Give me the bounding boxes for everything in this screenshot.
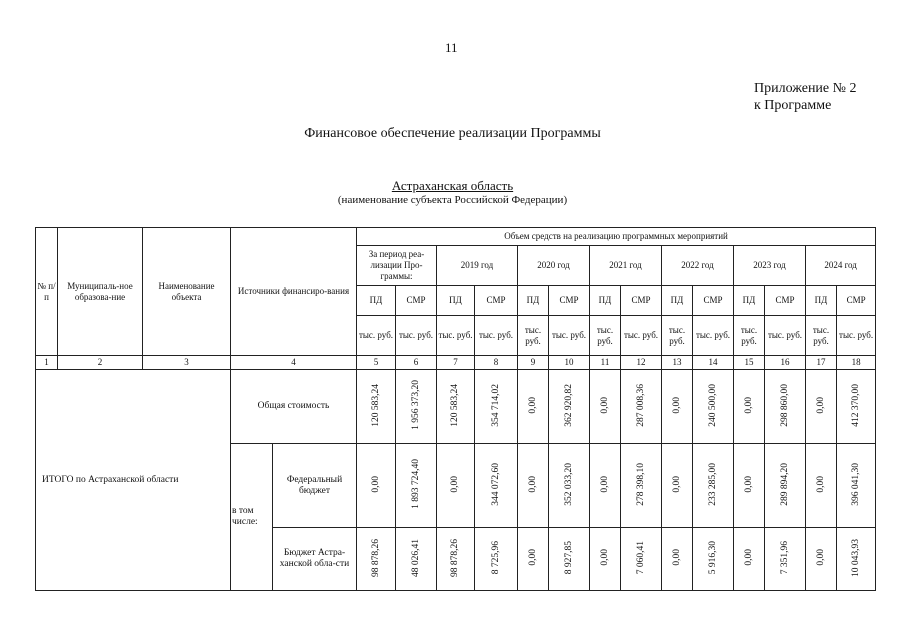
value-cell: 0,00 bbox=[590, 370, 621, 444]
column-number: 4 bbox=[231, 356, 357, 370]
region-caption: (наименование субъекта Российской Федерации) bbox=[337, 194, 568, 206]
header-year-2020: 2020 год bbox=[518, 246, 590, 286]
header-year-2021: 2021 год bbox=[590, 246, 662, 286]
column-number: 17 bbox=[806, 356, 837, 370]
value-cell: 0,00 bbox=[734, 528, 765, 591]
header-unit: тыс. руб. bbox=[549, 316, 590, 356]
document-title: Финансовое обеспечение реализации Программы bbox=[304, 126, 601, 141]
header-kind: ПД bbox=[357, 286, 396, 316]
financing-table bbox=[35, 227, 876, 591]
value-cell: 289 894,20 bbox=[765, 444, 806, 528]
value-cell: 0,00 bbox=[734, 370, 765, 444]
header-volume: Объем средств на реализацию программных мероприятий bbox=[357, 228, 876, 246]
including-label: в том числе: bbox=[231, 444, 273, 591]
column-number: 2 bbox=[58, 356, 143, 370]
column-number: 9 bbox=[518, 356, 549, 370]
source-label: Общая стоимость bbox=[231, 370, 357, 444]
header-year-2024: 2024 год bbox=[806, 246, 876, 286]
region-name: Астраханская область bbox=[391, 178, 514, 193]
header-kind: СМР bbox=[475, 286, 518, 316]
header-unit: тыс. руб. bbox=[806, 316, 837, 356]
header-kind: СМР bbox=[693, 286, 734, 316]
value-cell: 0,00 bbox=[806, 370, 837, 444]
appendix-note bbox=[754, 80, 857, 114]
value-cell: 298 860,00 bbox=[765, 370, 806, 444]
value-cell: 0,00 bbox=[662, 370, 693, 444]
header-unit: тыс. руб. bbox=[837, 316, 876, 356]
header-unit: тыс. руб. bbox=[621, 316, 662, 356]
column-number: 15 bbox=[734, 356, 765, 370]
column-number: 18 bbox=[837, 356, 876, 370]
value-cell: 0,00 bbox=[590, 444, 621, 528]
value-cell: 120 583,24 bbox=[357, 370, 396, 444]
header-kind: ПД bbox=[437, 286, 475, 316]
header-municipality: Муниципаль-ное образова-ние bbox=[58, 228, 143, 356]
column-number: 16 bbox=[765, 356, 806, 370]
header-period-total: За период реа-лизации Про-граммы: bbox=[357, 246, 437, 286]
value-cell: 7 351,96 bbox=[765, 528, 806, 591]
value-cell: 352 033,20 bbox=[549, 444, 590, 528]
header-unit: тыс. руб. bbox=[475, 316, 518, 356]
value-cell: 1 893 724,40 bbox=[396, 444, 437, 528]
value-cell: 240 500,00 bbox=[693, 370, 734, 444]
value-cell: 0,00 bbox=[437, 444, 475, 528]
column-number: 6 bbox=[396, 356, 437, 370]
column-number: 7 bbox=[437, 356, 475, 370]
value-cell: 10 043,93 bbox=[837, 528, 876, 591]
header-unit: тыс. руб. bbox=[662, 316, 693, 356]
header-kind: ПД bbox=[590, 286, 621, 316]
header-unit: тыс. руб. bbox=[357, 316, 396, 356]
column-number: 3 bbox=[143, 356, 231, 370]
value-cell: 98 878,26 bbox=[357, 528, 396, 591]
value-cell: 8 927,85 bbox=[549, 528, 590, 591]
column-number: 5 bbox=[357, 356, 396, 370]
header-unit: тыс. руб. bbox=[734, 316, 765, 356]
value-cell: 48 026,41 bbox=[396, 528, 437, 591]
column-number: 1 bbox=[36, 356, 58, 370]
header-num: № п/п bbox=[36, 228, 58, 356]
header-kind: СМР bbox=[549, 286, 590, 316]
value-cell: 98 878,26 bbox=[437, 528, 475, 591]
value-cell: 0,00 bbox=[806, 528, 837, 591]
header-kind: ПД bbox=[518, 286, 549, 316]
column-number: 12 bbox=[621, 356, 662, 370]
header-kind: СМР bbox=[396, 286, 437, 316]
header-kind: СМР bbox=[621, 286, 662, 316]
value-cell: 354 714,02 bbox=[475, 370, 518, 444]
value-cell: 7 060,41 bbox=[621, 528, 662, 591]
value-cell: 344 072,60 bbox=[475, 444, 518, 528]
value-cell: 0,00 bbox=[518, 528, 549, 591]
header-object: Наименование объекта bbox=[143, 228, 231, 356]
source-label: Бюджет Астра-ханской обла-сти bbox=[273, 528, 357, 591]
value-cell: 396 041,30 bbox=[837, 444, 876, 528]
value-cell: 233 285,00 bbox=[693, 444, 734, 528]
value-cell: 0,00 bbox=[662, 444, 693, 528]
header-kind: СМР bbox=[837, 286, 876, 316]
value-cell: 120 583,24 bbox=[437, 370, 475, 444]
value-cell: 0,00 bbox=[357, 444, 396, 528]
value-cell: 1 956 373,20 bbox=[396, 370, 437, 444]
value-cell: 0,00 bbox=[518, 370, 549, 444]
column-number: 13 bbox=[662, 356, 693, 370]
header-unit: тыс. руб. bbox=[518, 316, 549, 356]
header-year-2022: 2022 год bbox=[662, 246, 734, 286]
header-sources: Источники финансиро-вания bbox=[231, 228, 357, 356]
column-number: 11 bbox=[590, 356, 621, 370]
value-cell: 0,00 bbox=[590, 528, 621, 591]
value-cell: 412 370,00 bbox=[837, 370, 876, 444]
value-cell: 0,00 bbox=[806, 444, 837, 528]
header-year-2023: 2023 год bbox=[734, 246, 806, 286]
header-kind: СМР bbox=[765, 286, 806, 316]
value-cell: 0,00 bbox=[518, 444, 549, 528]
appendix-line-1: Приложение № 2 bbox=[754, 81, 857, 96]
appendix-line-2: к Программе bbox=[754, 98, 832, 113]
total-label: ИТОГО по Астраханской области bbox=[36, 370, 231, 591]
value-cell: 5 916,30 bbox=[693, 528, 734, 591]
header-kind: ПД bbox=[806, 286, 837, 316]
column-number: 14 bbox=[693, 356, 734, 370]
table-row-total-cost bbox=[36, 370, 876, 444]
value-cell: 278 398,10 bbox=[621, 444, 662, 528]
header-unit: тыс. руб. bbox=[590, 316, 621, 356]
header-unit: тыс. руб. bbox=[693, 316, 734, 356]
column-number: 8 bbox=[475, 356, 518, 370]
value-cell: 0,00 bbox=[662, 528, 693, 591]
header-unit: тыс. руб. bbox=[437, 316, 475, 356]
header-year-2019: 2019 год bbox=[437, 246, 518, 286]
header-unit: тыс. руб. bbox=[765, 316, 806, 356]
value-cell: 0,00 bbox=[734, 444, 765, 528]
column-number: 10 bbox=[549, 356, 590, 370]
header-kind: ПД bbox=[662, 286, 693, 316]
page-number: 11 bbox=[445, 40, 458, 55]
value-cell: 362 920,82 bbox=[549, 370, 590, 444]
header-unit: тыс. руб. bbox=[396, 316, 437, 356]
value-cell: 287 008,36 bbox=[621, 370, 662, 444]
source-label: Федеральный бюджет bbox=[273, 444, 357, 528]
value-cell: 8 725,96 bbox=[475, 528, 518, 591]
header-kind: ПД bbox=[734, 286, 765, 316]
